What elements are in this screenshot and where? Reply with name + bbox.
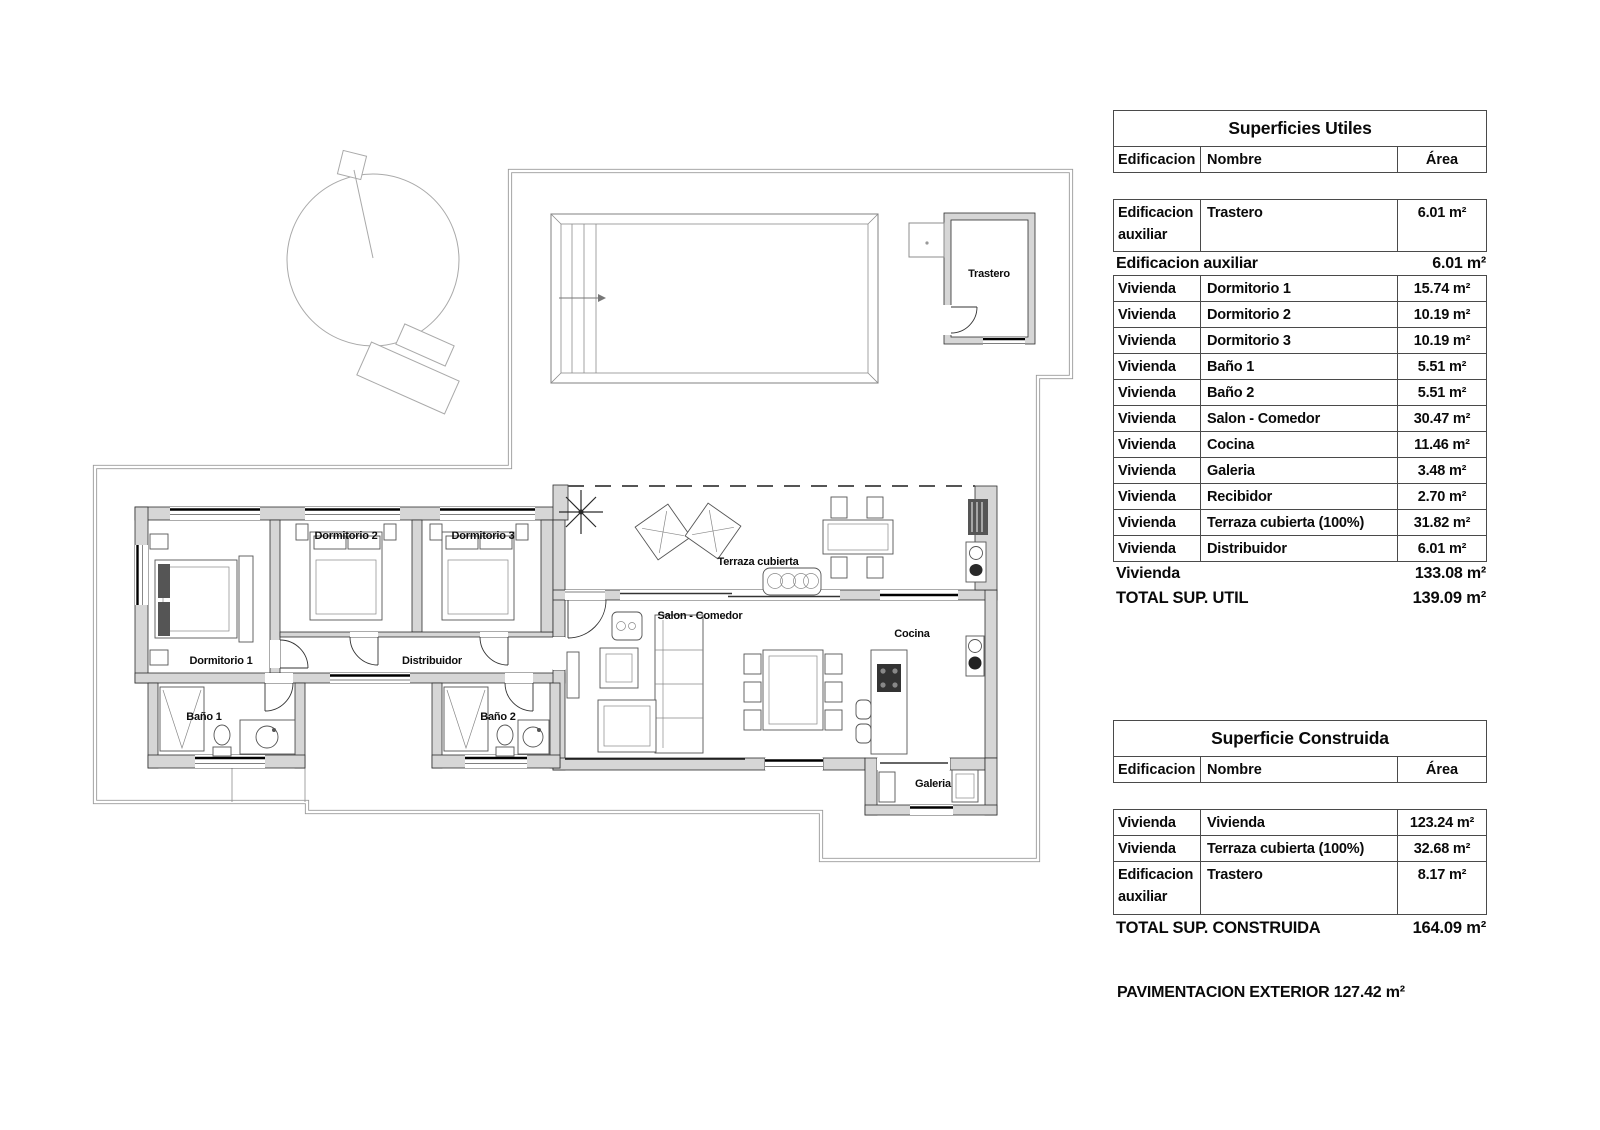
cell-area: 123.24 m² — [1409, 815, 1475, 831]
room-label-dormitorio-3: Dormitorio 3 — [451, 530, 515, 542]
bbq-counter — [968, 499, 988, 535]
terrace-furniture — [635, 497, 988, 595]
dining-set — [744, 650, 842, 730]
cell-nombre: Dormitorio 3 — [1201, 328, 1398, 353]
total-sup-construida — [1113, 915, 1487, 940]
cell-nombre: Trastero — [1201, 862, 1398, 914]
total-value: 139.09 m² — [1412, 589, 1486, 607]
cell-area: 30.47 m² — [1413, 411, 1471, 427]
cell-area: 10.19 m² — [1413, 333, 1471, 349]
table-row — [1113, 836, 1487, 862]
cell-area: 2.70 m² — [1417, 489, 1467, 505]
subtotal-value: 6.01 m² — [1432, 255, 1486, 272]
cell-edificacion: Vivienda — [1114, 406, 1201, 431]
cell-area: 11.46 m² — [1414, 437, 1470, 453]
cell-edificacion: Edificacion auxiliar — [1114, 200, 1201, 251]
column-header-nombre: Nombre — [1201, 757, 1398, 782]
room-label-galeria: Galeria — [915, 778, 951, 790]
total-sup-util — [1113, 585, 1487, 610]
column-header-area: Área — [1425, 151, 1459, 168]
room-label-dormitorio-2: Dormitorio 2 — [314, 530, 378, 542]
cell-edificacion: Vivienda — [1114, 354, 1201, 379]
cell-nombre: Recibidor — [1201, 484, 1398, 509]
round-planter — [287, 150, 459, 414]
hob — [877, 664, 901, 692]
cell-area: 6.01 m² — [1417, 205, 1467, 221]
cell-area: 31.82 m² — [1413, 515, 1471, 531]
cell-nombre: Baño 1 — [1201, 354, 1398, 379]
cell-area: 5.51 m² — [1417, 385, 1467, 401]
subtotal-edificacion-auxiliar — [1113, 252, 1487, 275]
total-label: TOTAL SUP. CONSTRUIDA — [1116, 919, 1321, 937]
cell-edificacion: Vivienda — [1114, 276, 1201, 301]
cell-edificacion: Vivienda — [1114, 458, 1201, 483]
table-row — [1113, 862, 1487, 915]
table-row — [1113, 406, 1487, 432]
table-row — [1113, 809, 1487, 836]
cell-nombre: Baño 2 — [1201, 380, 1398, 405]
table-title: Superficies Utiles — [1113, 110, 1487, 147]
room-label-terraza-cubierta: Terraza cubierta — [717, 556, 799, 568]
table-row — [1113, 484, 1487, 510]
cell-nombre: Distribuidor — [1201, 536, 1398, 561]
subtotal-label: Vivienda — [1116, 565, 1180, 582]
table-row — [1113, 432, 1487, 458]
cell-nombre: Terraza cubierta (100%) — [1201, 510, 1398, 535]
room-label-bano-1: Baño 1 — [186, 711, 222, 723]
cell-edificacion: Vivienda — [1114, 432, 1201, 457]
cell-nombre: Dormitorio 1 — [1201, 276, 1398, 301]
subtotal-vivienda — [1113, 562, 1487, 585]
cell-edificacion: Edificacion auxiliar — [1114, 862, 1201, 914]
table-row — [1113, 510, 1487, 536]
cell-nombre: Terraza cubierta (100%) — [1201, 836, 1398, 861]
cell-nombre: Salon - Comedor — [1201, 406, 1398, 431]
column-header-edificacion: Edificacion — [1114, 757, 1201, 782]
table-row — [1113, 354, 1487, 380]
cell-edificacion: Vivienda — [1114, 536, 1201, 561]
table-row — [1113, 536, 1487, 562]
superficie-construida-table — [1113, 720, 1487, 940]
cell-edificacion: Vivienda — [1114, 484, 1201, 509]
table-header-row — [1113, 757, 1487, 783]
table-row — [1113, 302, 1487, 328]
total-value: 164.09 m² — [1412, 919, 1486, 937]
cell-nombre: Cocina — [1201, 432, 1398, 457]
room-label-dormitorio-1: Dormitorio 1 — [189, 655, 253, 667]
table-row — [1113, 328, 1487, 354]
table-title: Superficie Construida — [1113, 720, 1487, 757]
kitchen-fixtures — [856, 636, 984, 754]
cell-area: 8.17 m² — [1417, 867, 1467, 883]
subtotal-value: 133.08 m² — [1414, 565, 1486, 582]
total-label: TOTAL SUP. UTIL — [1116, 589, 1249, 607]
column-header-nombre: Nombre — [1201, 147, 1398, 172]
cell-nombre: Trastero — [1201, 200, 1398, 251]
trastero-side-box — [909, 223, 944, 257]
table-row — [1113, 199, 1487, 252]
pavimentacion-exterior-note: PAVIMENTACION EXTERIOR 127.42 m² — [1117, 984, 1405, 1001]
pool — [551, 214, 878, 383]
cell-edificacion: Vivienda — [1114, 836, 1201, 861]
bathroom-1-fixtures — [160, 687, 295, 756]
cell-area: 32.68 m² — [1413, 841, 1471, 857]
column-header-edificacion: Edificacion — [1114, 147, 1201, 172]
room-label-cocina: Cocina — [894, 628, 930, 640]
table-header-row — [1113, 147, 1487, 173]
room-label-distribuidor: Distribuidor — [402, 655, 462, 667]
table-row — [1113, 275, 1487, 302]
subtotal-label: Edificacion auxiliar — [1116, 255, 1258, 272]
cell-nombre: Dormitorio 2 — [1201, 302, 1398, 327]
superficies-utiles-table — [1113, 110, 1487, 610]
cell-area: 10.19 m² — [1413, 307, 1471, 323]
column-header-area: Área — [1425, 761, 1459, 778]
cell-area: 5.51 m² — [1417, 359, 1467, 375]
cell-edificacion: Vivienda — [1114, 328, 1201, 353]
cell-area: 15.74 m² — [1413, 281, 1471, 297]
bed-dormitorio-1 — [150, 534, 253, 665]
table-row — [1113, 380, 1487, 406]
cell-nombre: Vivienda — [1201, 810, 1398, 835]
cell-edificacion: Vivienda — [1114, 302, 1201, 327]
room-label-salon-comedor: Salon - Comedor — [657, 610, 743, 622]
cell-edificacion: Vivienda — [1114, 510, 1201, 535]
cell-area: 6.01 m² — [1417, 541, 1467, 557]
room-label-bano-2: Baño 2 — [480, 711, 516, 723]
cell-edificacion: Vivienda — [1114, 810, 1201, 835]
cell-area: 3.48 m² — [1417, 463, 1467, 479]
room-label-trastero: Trastero — [968, 268, 1010, 280]
cell-nombre: Galeria — [1201, 458, 1398, 483]
cell-edificacion: Vivienda — [1114, 380, 1201, 405]
table-row — [1113, 458, 1487, 484]
